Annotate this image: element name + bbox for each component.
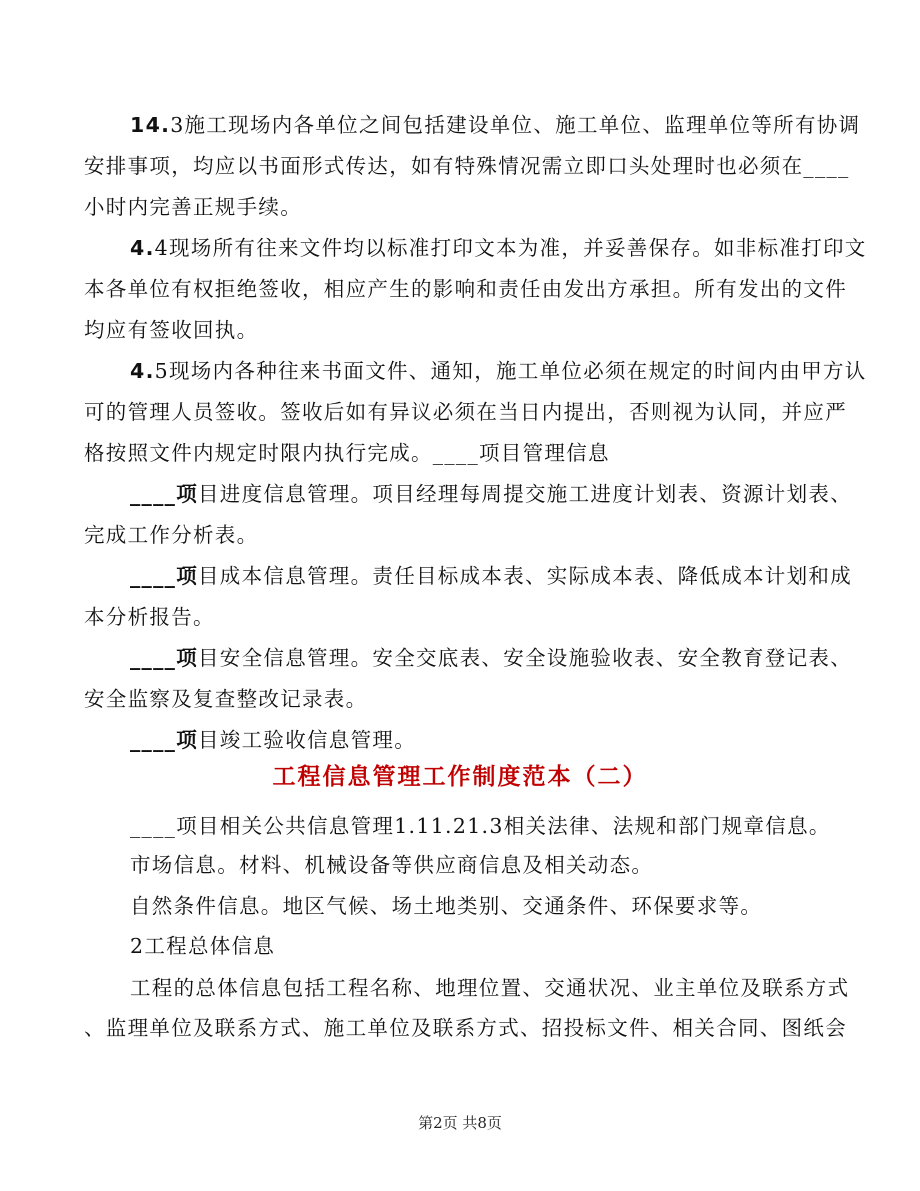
paragraph-14-3-line-1 (130, 112, 860, 138)
item-lead: ____项 (130, 728, 198, 752)
item-text: 目进度信息管理。项目经理每周提交施工进度计划表、资源计划表、 (198, 482, 852, 506)
paragraph-4-5-line-2: 可的管理人员签收。签收后如有异议必须在当日内提出，否则视为认同，并应严 (84, 400, 847, 424)
paragraph-number: 4. (130, 236, 155, 260)
paragraph-4-5-line-3: 格按照文件内规定时限内执行完成。____项目管理信息 (84, 441, 610, 465)
item-text: 目竣工验收信息管理。 (198, 728, 416, 752)
item-lead: ____项 (130, 646, 198, 670)
section-2-line-3: 自然条件信息。地区气候、场土地类别、交通条件、环保要求等。 (130, 894, 763, 918)
section-2-line-5: 工程的总体信息包括工程名称、地理位置、交通状况、业主单位及联系方式 (130, 976, 850, 1000)
paragraph-4-4-line-3: 均应有签收回执。 (84, 318, 259, 342)
paragraph-14-3-line-2: 安排事项，均应以书面形式传达，如有特殊情况需立即口头处理时也必须在____ (84, 154, 850, 178)
paragraph-number: 4. (130, 359, 155, 383)
item-text: 目成本信息管理。责任目标成本表、实际成本表、降低成本计划和成 (198, 564, 852, 588)
paragraph-text: 4现场所有往来文件均以标准打印文本为准，并妥善保存。如非标准打印文 (154, 236, 867, 260)
item-text: 目安全信息管理。安全交底表、安全设施验收表、安全教育登记表、 (198, 646, 852, 670)
progress-info-line-2: 完成工作分析表。 (84, 523, 259, 547)
progress-info-line-1 (130, 481, 852, 507)
item-lead: ____项 (130, 482, 198, 506)
paragraph-14-3-line-3: 小时内完善正规手续。 (84, 195, 302, 219)
section-2-line-6: 、监理单位及联系方式、施工单位及联系方式、招投标文件、相关合同、图纸会 (84, 1016, 847, 1040)
section-2-line-2: 市场信息。材料、机械设备等供应商信息及相关动态。 (130, 853, 654, 877)
completion-info-line-1 (130, 727, 416, 753)
paragraph-4-5-line-1 (130, 358, 867, 384)
paragraph-4-4-line-1 (130, 235, 867, 261)
item-lead: ____项 (130, 564, 198, 588)
paragraph-text: 3施工现场内各单位之间包括建设单位、施工单位、监理单位等所有协调 (170, 113, 861, 137)
page-number: 第2页 共8页 (418, 1114, 502, 1132)
paragraph-4-4-line-2: 本各单位有权拒绝签收，相应产生的影响和责任由发出方承担。所有发出的文件 (84, 277, 847, 301)
cost-info-line-1 (130, 563, 852, 589)
cost-info-line-2: 本分析报告。 (84, 605, 215, 629)
section-title: 工程信息管理工作制度范本（二） (272, 764, 648, 790)
paragraph-number: 14. (130, 113, 171, 137)
section-2-line-4: 2工程总体信息 (130, 934, 276, 958)
safety-info-line-1 (130, 645, 852, 671)
safety-info-line-2: 安全监察及复查整改记录表。 (84, 687, 368, 711)
paragraph-text: 5现场内各种往来书面文件、通知，施工单位必须在规定的时间内由甲方认 (154, 359, 867, 383)
section-2-line-1: ____项目相关公共信息管理1.11.21.3相关法律、法规和部门规章信息。 (130, 814, 831, 838)
